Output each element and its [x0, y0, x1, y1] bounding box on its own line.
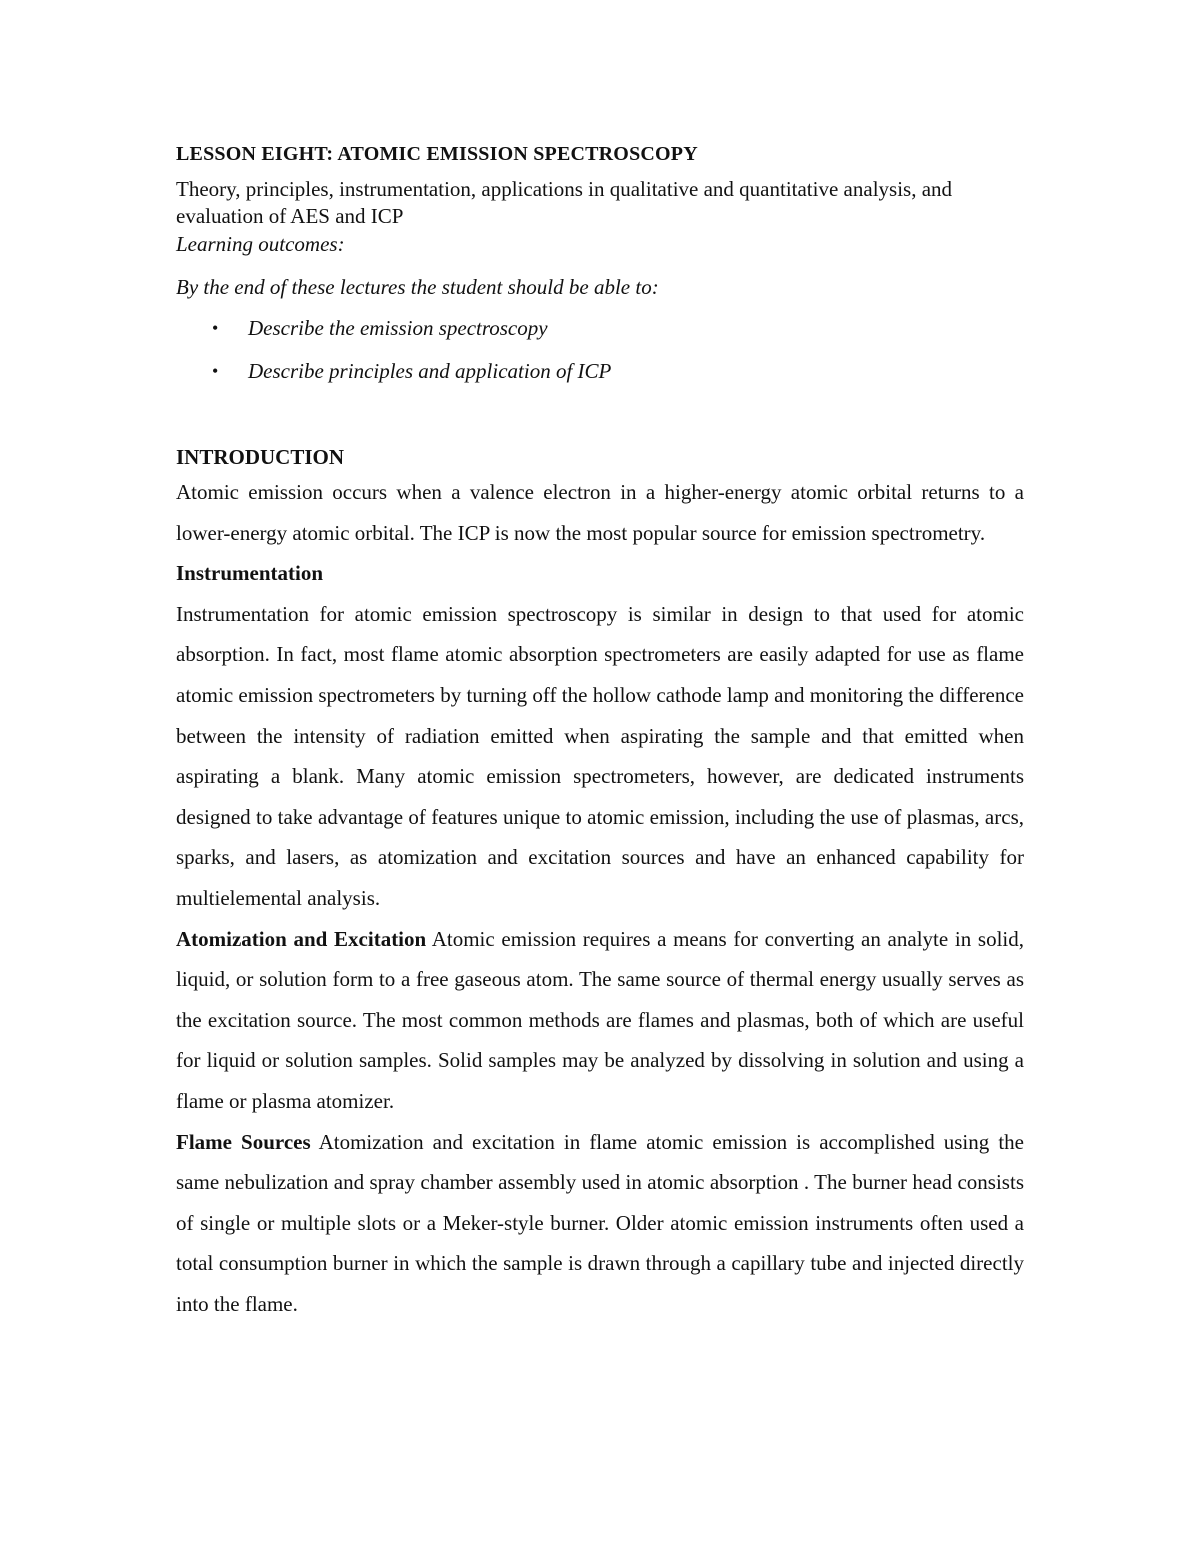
introduction-heading: INTRODUCTION [176, 445, 345, 469]
flame-sources-heading: Flame Sources [176, 1129, 311, 1154]
lesson-title: LESSON EIGHT: ATOMIC EMISSION SPECTROSCOPY [176, 143, 698, 165]
outcome-text: Describe the emission spectroscopy [248, 316, 548, 340]
lesson-subtitle: Theory, principles, instrumentation, applications in qualitative and quantitative analysis, and evaluation of AES and ICP [176, 177, 953, 228]
learning-outcomes-list [176, 313, 1024, 386]
introduction-paragraph: Atomic emission occurs when a valence electron in a higher-energy atomic orbital returns to a lower-energy atomic orbital. The ICP is now the most popular source for emission spectrometry. [176, 480, 1024, 545]
list-item [176, 313, 1024, 343]
document-content [176, 138, 1024, 1324]
atomization-text: Atomic emission requires a means for converting an analyte in solid, liquid, or solution form to a free gaseous atom. The same source of thermal energy usually serves as the excitation source. The most common methods are flames and plasmas, both of which are useful for liquid or solution samples. Solid samples may be analyzed by dissolving in solution and using a flame or plasma atomizer. [176, 926, 1024, 1113]
outcome-text: Describe principles and application of ICP [248, 359, 612, 383]
bullet-icon: • [212, 318, 219, 338]
atomization-paragraph [176, 919, 1024, 1122]
flame-sources-paragraph [176, 1122, 1024, 1325]
learning-outcomes-label: Learning outcomes: [176, 232, 345, 256]
instrumentation-paragraph: Instrumentation for atomic emission spectroscopy is similar in design to that used for atomic absorption. In fact, most flame atomic absorption spectrometers are easily adapted for use as flame atomic emission spectrometers by turning off the hollow cathode lamp and monitoring the difference between the intensity of radiation emitted when aspirating the sample and that emitted when aspirating a blank. Many atomic emission spectrometers, however, are dedicated instruments designed to take advantage of features unique to atomic emission, including the use of plasmas, arcs, sparks, and lasers, as atomization and excitation sources and have an enhanced capability for multielemental analysis. [176, 601, 1024, 910]
list-item [176, 356, 1024, 386]
instrumentation-heading: Instrumentation [176, 561, 324, 586]
flame-sources-text: Atomization and excitation in flame atomic emission is accomplished using the same nebulization and spray chamber assembly used in atomic absorption . The burner head consists of single or multiple slots or a Meker-style burner. Older atomic emission instruments often used a total consumption burner in which the sample is drawn through a capillary tube and injected directly into the flame. [176, 1129, 1024, 1316]
atomization-heading: Atomization and Excitation [176, 926, 427, 951]
learning-outcomes-intro: By the end of these lectures the student should be able to: [176, 275, 659, 299]
bullet-icon: • [212, 361, 219, 381]
